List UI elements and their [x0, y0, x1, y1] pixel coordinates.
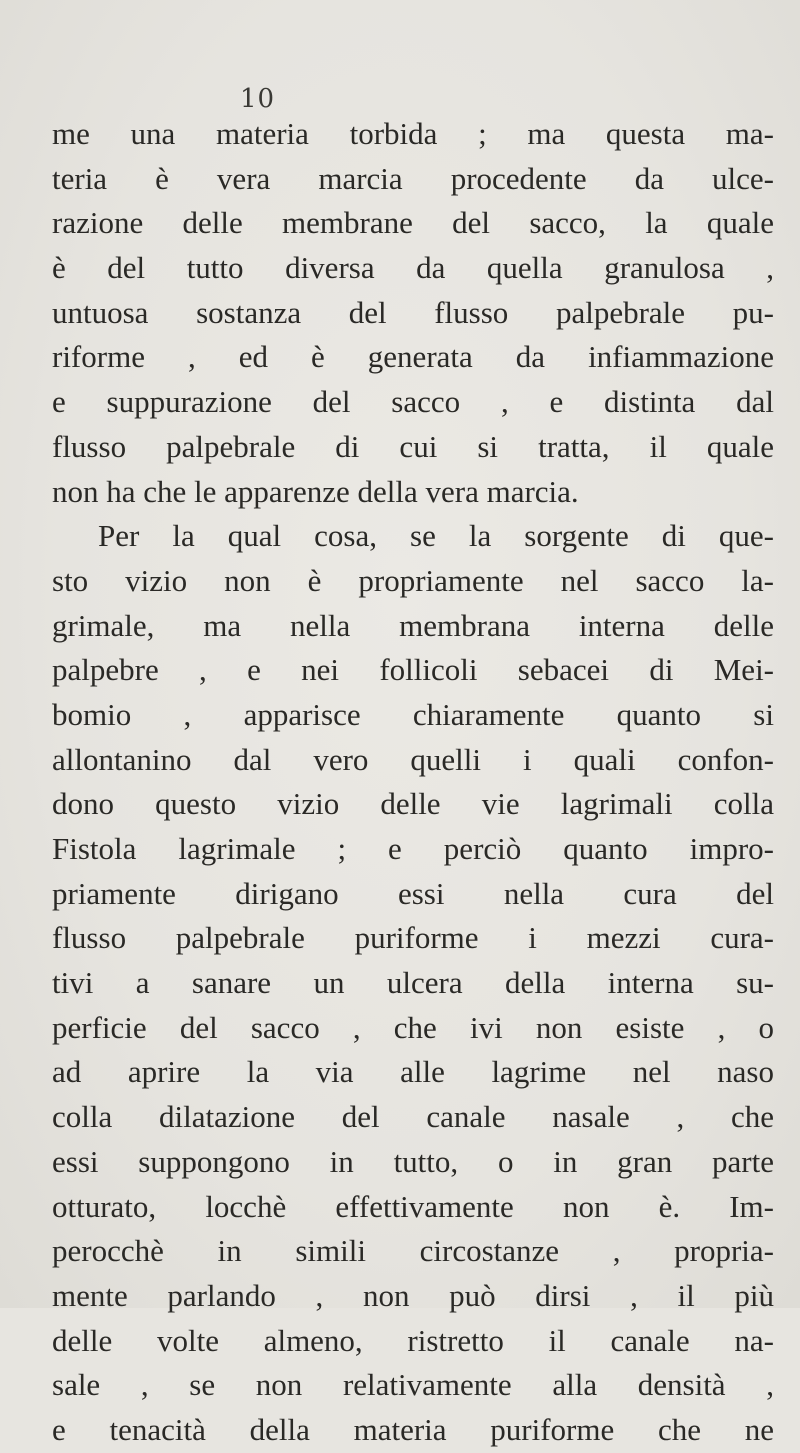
text-line: tivi a sanare un ulcera della interna su- [52, 965, 774, 1001]
text-line: e suppurazione del sacco , e distinta dal [52, 384, 774, 420]
text-line: otturato, locchè effettivamente non è. Im- [52, 1188, 774, 1224]
text-line: palpebre , e nei follicoli sebacei di Mei- [52, 652, 774, 688]
page-number: 10 [240, 84, 276, 114]
text-line: riforme , ed è generata da infiammazione [52, 339, 774, 375]
text-line: me una materia torbida ; ma questa ma- [52, 116, 774, 151]
text-line: razione delle membrane del sacco, la quale [52, 205, 774, 241]
text-line: sto vizio non è propriamente nel sacco la- [52, 562, 774, 598]
text-line: mente parlando , non può dirsi , il più [52, 1277, 774, 1313]
text-line: flusso palpebrale puriforme i mezzi cura- [52, 920, 774, 956]
text-line: Fistola lagrimale ; e perciò quanto impro- [52, 831, 774, 866]
text-line: perficie del sacco , che ivi non esiste , o [52, 1009, 774, 1045]
text-line: non ha che le apparenze della vera marcia. [52, 473, 579, 509]
text-line: e tenacità della materia puriforme che ne [52, 1411, 774, 1447]
text-line: colla dilatazione del canale nasale , che [52, 1099, 774, 1135]
text-line: essi suppongono in tutto, o in gran parte [52, 1143, 774, 1179]
text-line: sale , se non relativamente alla densità , [52, 1367, 774, 1403]
text-line: priamente dirigano essi nella cura del [52, 875, 774, 911]
text-line: perocchè in simili circostanze , propria- [52, 1233, 774, 1269]
text-line: è del tutto diversa da quella granulosa , [52, 250, 774, 286]
text-line: allontanino dal vero quelli i quali confon- [52, 741, 774, 777]
text-line: grimale, ma nella membrana interna delle [52, 607, 774, 643]
text-line: ad aprire la via alle lagrime nel naso [52, 1054, 774, 1090]
body-text [52, 112, 774, 1453]
text-line: flusso palpebrale di cui si tratta, il quale [52, 428, 774, 464]
text-line: teria è vera marcia procedente da ulce- [52, 160, 774, 196]
text-line: delle volte almeno, ristretto il canale na- [52, 1322, 774, 1358]
text-line: dono questo vizio delle vie lagrimali colla [52, 786, 774, 822]
text-line: bomio , apparisce chiaramente quanto si [52, 696, 774, 732]
text-line: Per la qual cosa, se la sorgente di que- [98, 518, 774, 554]
text-line: untuosa sostanza del flusso palpebrale pu- [52, 294, 774, 330]
